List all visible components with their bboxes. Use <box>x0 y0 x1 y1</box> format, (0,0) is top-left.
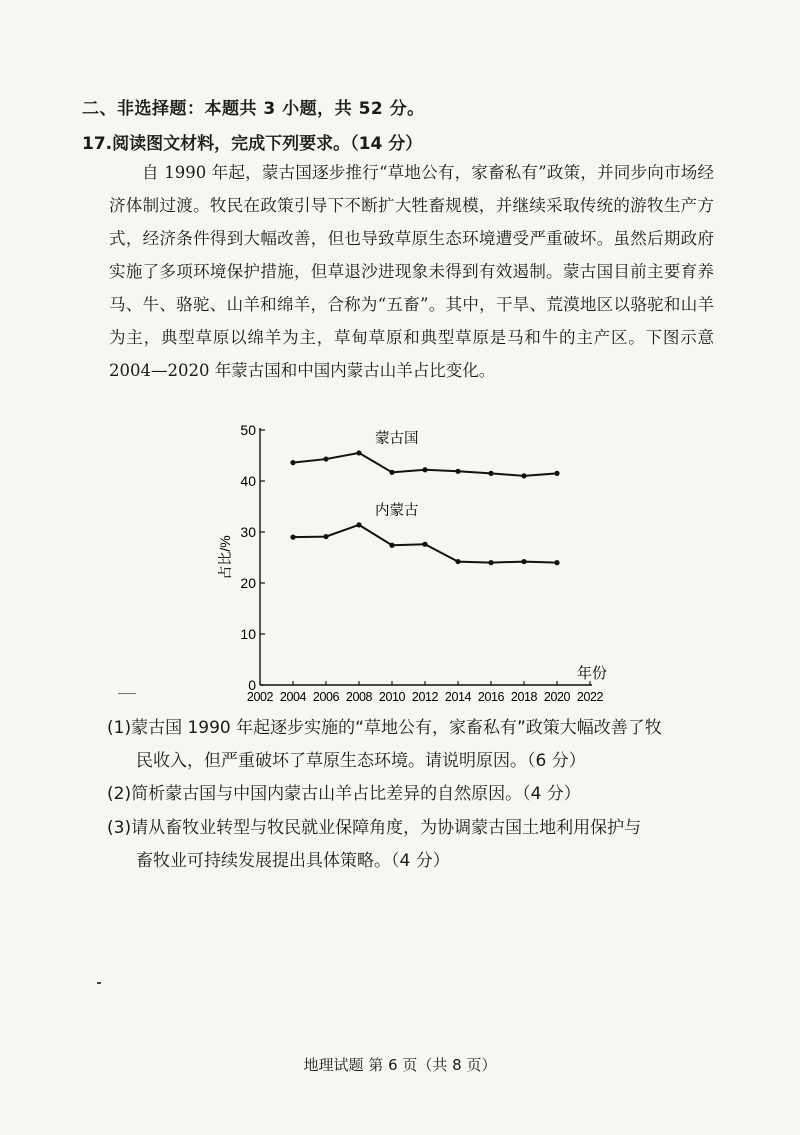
x-tick-label: 2014 <box>444 690 472 704</box>
data-point <box>455 559 460 564</box>
x-tick-label: 2016 <box>477 690 505 704</box>
sub-question-1-line-1: (1)蒙古国 1990 年起逐步实施的“草地公有，家畜私有”政策大幅改善了牧 <box>107 718 662 738</box>
sub-question-1-line-2: 民收入，但严重破坏了草原生态环境。请说明原因。（6 分） <box>136 751 586 771</box>
y-axis-title: 占比/% <box>217 535 233 580</box>
data-point <box>290 535 295 540</box>
question-number: 17. <box>82 134 113 154</box>
x-tick-label: 2022 <box>576 690 604 704</box>
series-label-1: 蒙古国 <box>375 430 419 447</box>
data-point <box>356 450 361 455</box>
sub-question-2 <box>107 778 727 811</box>
x-tick-label: 2008 <box>345 690 373 704</box>
sub-question-1 <box>107 712 727 778</box>
x-tick-label: 2020 <box>543 690 571 704</box>
y-tick-label: 50 <box>240 422 256 438</box>
x-axis-title: 年份 <box>577 665 608 682</box>
series-line-1 <box>293 453 557 476</box>
page-footer: 地理试题 第 6 页（共 8 页） <box>303 1056 497 1074</box>
y-tick-label: 20 <box>240 575 256 591</box>
scan-speck <box>118 693 136 694</box>
section-title: 二、非选择题：本题共 3 小题，共 52 分。 <box>82 99 425 119</box>
question-instruction: 阅读图文材料，完成下列要求。（14 分） <box>112 134 423 154</box>
data-point <box>356 522 361 527</box>
data-point <box>554 560 559 565</box>
sub-question-3 <box>107 812 727 878</box>
y-tick-label: 30 <box>240 524 256 540</box>
x-tick-label: 2006 <box>312 690 340 704</box>
series-label-2: 内蒙古 <box>375 502 419 519</box>
x-tick-label: 2010 <box>378 690 406 704</box>
data-point <box>389 470 394 475</box>
scan-speck <box>97 982 101 984</box>
data-point <box>455 469 460 474</box>
data-point <box>521 559 526 564</box>
data-point <box>422 467 427 472</box>
passage-text: 自 1990 年起，蒙古国逐步推行“草地公有，家畜私有”政策，并同步向市场经济体制过渡。牧民在政策引导下不断扩大牲畜规模，并继续采取传统的游牧生产方式，经济条件得到大幅改善，但也导致草原生态环境遭受严重破坏。虽然后期政府实施了多项环境保护措施，但草退沙进现象未得到有效遏制。蒙古国目前主要育养马、牛、骆驼、山羊和绵羊，合称为“五畜”。其中，干旱、荒漠地区以骆驼和山羊为主，典型草原以绵羊为主，草甸草原和典型草原是马和牛的主产区。下图示意 2004—2020 年蒙古国和中国内蒙古山羊占比变化。 <box>109 163 714 380</box>
x-tick-label: 2002 <box>246 690 274 704</box>
data-point <box>554 471 559 476</box>
sub-question-3-line-1: (3)请从畜牧业转型与牧民就业保障角度，为协调蒙古国土地利用保护与 <box>107 818 642 838</box>
sub-question-3-line-2: 畜牧业可持续发展提出具体策略。（4 分） <box>136 851 450 871</box>
x-tick-label: 2004 <box>279 690 307 704</box>
data-point <box>389 543 394 548</box>
y-tick-label: 40 <box>240 473 256 489</box>
y-tick-label: 10 <box>240 626 256 642</box>
data-point <box>488 560 493 565</box>
sub-question-2-text: (2)简析蒙古国与中国内蒙古山羊占比差异的自然原因。（4 分） <box>107 784 581 804</box>
reading-passage <box>109 156 714 387</box>
data-point <box>323 534 328 539</box>
data-point <box>422 542 427 547</box>
data-point <box>290 460 295 465</box>
data-point <box>488 471 493 476</box>
data-point <box>323 456 328 461</box>
x-tick-label: 2018 <box>510 690 538 704</box>
goat-share-line-chart <box>200 415 620 705</box>
x-tick-label: 2012 <box>411 690 439 704</box>
question-header <box>82 129 422 154</box>
y-tick-label: 0 <box>248 677 256 693</box>
data-point <box>521 473 526 478</box>
